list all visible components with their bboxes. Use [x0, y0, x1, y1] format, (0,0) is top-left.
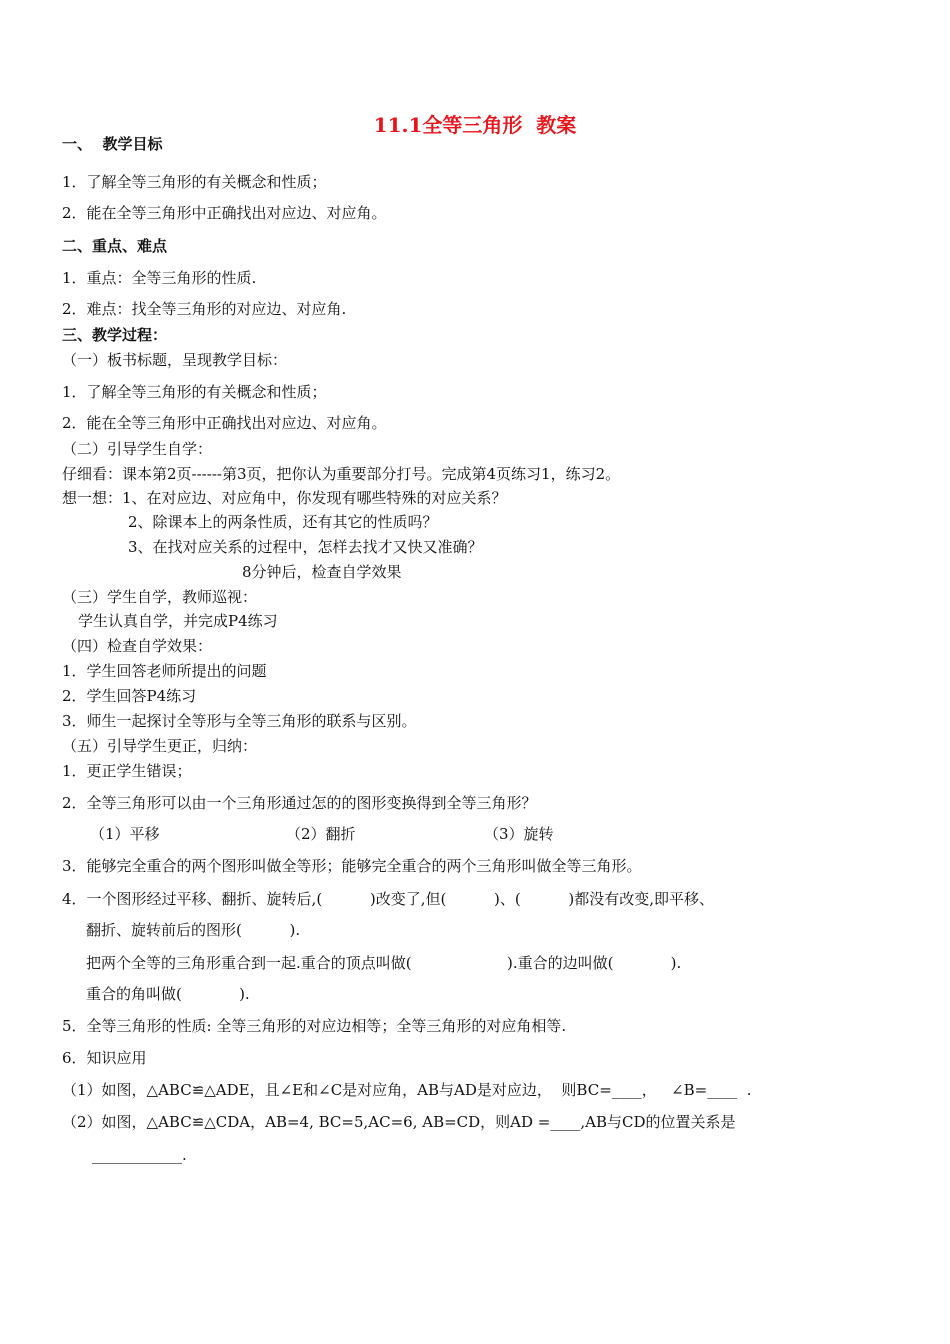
process-step-heading: （五）引导学生更正，归纳：	[62, 737, 258, 755]
exercise-blank: ____________.	[92, 1146, 187, 1164]
process-item: 学生认真自学，并完成P4练习	[78, 612, 278, 630]
option-item: （2）翻折	[286, 825, 356, 843]
process-item: 1．更正学生错误；	[62, 762, 192, 780]
process-item: 仔细看：课本第2页------第3页，把你认为重要部分打号。完成第4页练习1，练习2。	[62, 465, 621, 483]
goal-item: 2．能在全等三角形中正确找出对应边、对应角。	[62, 204, 387, 222]
process-item: 2．学生回答P4练习	[62, 687, 197, 705]
process-item: 3．能够完全重合的两个图形叫做全等形；能够完全重合的两个三角形叫做全等三角形。	[62, 857, 642, 875]
exercise-item: （2）如图，△ABC≌△CDA，AB=4, BC=5,AC=6, AB=CD，则AD =____,AB与CD的位置关系是	[62, 1113, 736, 1131]
process-item: 6．知识应用	[62, 1049, 147, 1067]
process-item: 8分钟后，检查自学效果	[242, 563, 402, 581]
goal-item: 1．了解全等三角形的有关概念和性质；	[62, 173, 327, 191]
process-step-heading: （一）板书标题，呈现教学目标：	[62, 351, 288, 369]
process-item: 翻折、旋转前后的图形( ).	[86, 921, 301, 939]
option-item: （1）平移	[90, 825, 160, 843]
page-title: 11.1全等三角形 教案	[373, 113, 577, 137]
process-item: 重合的角叫做( ).	[86, 985, 250, 1003]
process-item: 2．全等三角形可以由一个三角形通过怎的的图形变换得到全等三角形？	[62, 794, 537, 812]
exercise-item: （1）如图，△ABC≌△ADE，且∠E和∠C是对应角，AB与AD是对应边， 则BC=____， ∠B=____ .	[62, 1081, 752, 1099]
section-heading-key-points: 二、重点、难点	[62, 237, 168, 255]
process-item: 5．全等三角形的性质: 全等三角形的对应边相等；全等三角形的对应角相等.	[62, 1017, 567, 1035]
process-step-heading: （二）引导学生自学：	[62, 440, 213, 458]
process-step-heading: （三）学生自学，教师巡视：	[62, 588, 258, 606]
key-point-item: 1．重点：全等三角形的性质.	[62, 269, 257, 287]
process-item: 3．师生一起探讨全等形与全等三角形的联系与区别。	[62, 712, 417, 730]
process-step-heading: （四）检查自学效果：	[62, 637, 213, 655]
process-item: 3、在找对应关系的过程中，怎样去找才又快又准确？	[128, 538, 483, 556]
process-item: 把两个全等的三角形重合到一起.重合的顶点叫做( ).重合的边叫做( ).	[86, 954, 682, 972]
key-point-item: 2．难点：找全等三角形的对应边、对应角.	[62, 300, 347, 318]
section-heading-goals: 一、 教学目标	[62, 135, 163, 153]
option-item: （3）旋转	[484, 825, 554, 843]
process-item: 2、除课本上的两条性质，还有其它的性质吗？	[128, 513, 438, 531]
process-item: 4．一个图形经过平移、翻折、旋转后,( )改变了,但( )、( )都没有改变,即平移、	[62, 890, 715, 908]
process-item: 1．学生回答老师所提出的问题	[62, 662, 267, 680]
section-heading-process: 三、教学过程：	[62, 326, 168, 344]
process-item: 1．了解全等三角形的有关概念和性质；	[62, 383, 327, 401]
process-item: 想一想：1、在对应边、对应角中，你发现有哪些特殊的对应关系？	[62, 489, 507, 507]
process-item: 2．能在全等三角形中正确找出对应边、对应角。	[62, 414, 387, 432]
